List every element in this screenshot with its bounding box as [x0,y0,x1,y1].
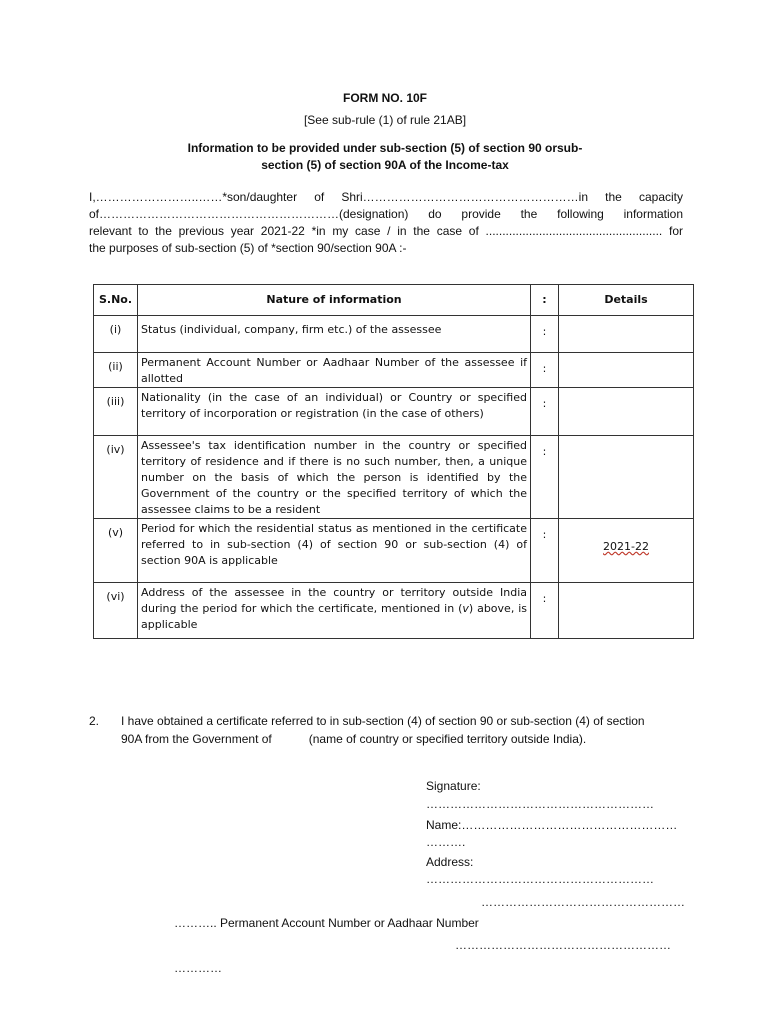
header-sno: S.No. [94,285,138,316]
row-colon: : [531,519,559,583]
row-colon: : [531,583,559,639]
header-details: Details [559,285,694,316]
table-row [94,388,694,436]
row-details[interactable] [559,316,694,353]
row-details[interactable] [559,388,694,436]
name-field[interactable]: Name:……………………………………………… [426,818,678,832]
address-label: Address: [426,855,474,869]
row-sno: (ii) [94,353,138,388]
details-value: 2021-22 [603,540,649,553]
row-sno: (vi) [94,583,138,639]
declaration-line2 [121,732,586,746]
nature-italic: v [462,602,469,615]
intro-line: I,……………………..……*son/daughter of Shri………………………………………………in the capacity [89,190,683,204]
table-row [94,316,694,353]
row-sno: (v) [94,519,138,583]
declaration-line1: I have obtained a certificate referred to in sub-section (4) of section 90 or sub-section (4) of section [121,714,645,728]
table-row [94,519,694,583]
declaration-text: (name of country or specified territory outside India). [308,732,587,746]
row-nature: Permanent Account Number or Aadhaar Number of the assessee if allotted [138,353,531,388]
intro-line: relevant to the previous year 2021-22 *in my case / in the case of ..................................................... for [89,224,683,238]
header-nature: Nature of information [138,285,531,316]
row-nature: Assessee's tax identification number in the country or specified territory of residence and if there is no such number, then, a unique number on the basis of which the person is identified by the Government of the country or the specified territory of which the assessee claims to be a resident [138,436,531,519]
pan-line-end: ………… [174,961,222,975]
address-line[interactable]: …………………………………………… [481,895,685,909]
row-nature: Status (individual, company, firm etc.) of the assessee [138,316,531,353]
name-field-continued: ………. [426,835,466,849]
declaration-text: 90A from the Government of [121,732,272,746]
table-row [94,436,694,519]
pan-line[interactable]: ……………………………………………… [455,938,671,952]
row-sno: (iii) [94,388,138,436]
table-row [94,583,694,639]
row-nature [138,583,531,639]
table-row [94,353,694,388]
table-header-row [94,285,694,316]
intro-line: the purposes of sub-section (5) of *section 90/section 90A :- [89,241,407,255]
nature-text: Address of the assessee in the country or territory outside India during the period for which the certificate, mentioned in ( [141,586,527,615]
signature-label: Signature: [426,779,481,793]
row-nature: Period for which the residential status as mentioned in the certificate referred to in sub-section (4) of section 90 or sub-section (4) of section 90A is applicable [138,519,531,583]
form-heading-line1: Information to be provided under sub-section (5) of section 90 orsub- [187,141,583,155]
address-line[interactable]: ………………………………………………… [426,872,654,886]
row-details[interactable] [559,436,694,519]
row-sno: (iv) [94,436,138,519]
pan-label: ……….. Permanent Account Number or Aadhaar Number [174,916,479,930]
row-sno: (i) [94,316,138,353]
row-details[interactable] [559,519,694,583]
row-nature: Nationality (in the case of an individual) or Country or specified territory of incorporation or registration (in the case of others) [138,388,531,436]
form-heading-line2: section (5) of section 90A of the Income-tax [261,158,509,172]
intro-paragraph [89,189,683,257]
form-title: FORM NO. 10F [342,91,427,105]
row-details[interactable] [559,353,694,388]
row-colon: : [531,436,559,519]
row-details[interactable] [559,583,694,639]
row-colon: : [531,388,559,436]
intro-line: of……………………………………………………(designation) do provide the following information [89,207,683,221]
row-colon: : [531,316,559,353]
signature-line[interactable]: ………………………………………………… [426,797,654,811]
nature-text: ) above, is applicable [141,602,527,631]
row-colon: : [531,353,559,388]
header-colon: : [531,285,559,316]
declaration-number: 2. [89,714,100,728]
information-table [93,284,694,639]
form-subtitle: [See sub-rule (1) of rule 21AB] [303,113,467,127]
